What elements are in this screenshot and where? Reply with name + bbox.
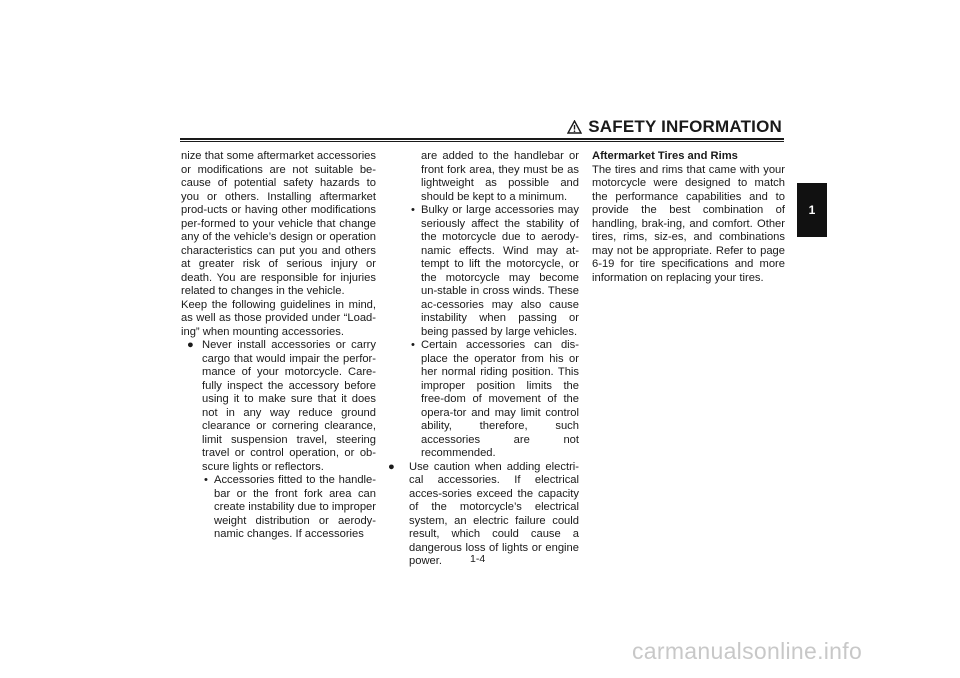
sub-list-item-text: are added to the handlebar or front fork area, they must be as lightweight as possible and should be kept to a minimum. <box>421 150 579 203</box>
bullet-icon: • <box>204 474 208 486</box>
sub-list-item <box>409 204 579 339</box>
sub-list-item-continued <box>388 150 579 204</box>
watermark: carmanualsonline.info <box>632 638 863 664</box>
bullet-icon: • <box>411 204 415 216</box>
dot-bullet-icon: ● <box>187 339 194 351</box>
paragraph: The tires and rims that came with your motorcycle were designed to match the performance capabilities and to provide the best combination of handling, brak-ing, and comfort. Other tires, rims, siz-es, and combinations may not be appropriate. Refer to page 6-19 for tire specifications and more information on replacing your tires. <box>592 163 785 284</box>
page-header <box>180 117 782 139</box>
column-1 <box>181 150 376 542</box>
paragraph: Keep the following guidelines in mind, as well as those provided under “Load-ing” when mounting accessories. <box>181 298 376 338</box>
dot-bullet-icon: ● <box>388 460 395 473</box>
header-rule <box>180 138 784 142</box>
sub-list-item <box>409 339 579 461</box>
column-3 <box>592 150 785 285</box>
sub-list-item-text: Certain accessories can dis-place the operator from his or her normal riding position. This improper position limits the free-dom of movement of the opera-tor and may limit control ability, therefore, such accessories are not recommended. <box>421 339 579 459</box>
paragraph: nize that some aftermarket accessories or modifications are not suitable be-cause of potential safety hazards to you or others. Installing aftermarket prod-ucts or having other modifications per-formed to your vehicle that change any of the vehicle’s design or operation characteristics can put you and others at greater risk of serious injury or death. You are responsible for injuries related to changes in the vehicle. <box>181 150 376 297</box>
subsection-heading: Aftermarket Tires and Rims <box>592 150 738 162</box>
sub-list-item-text: Bulky or large accessories may seriously affect the stability of the motorcycle due to aerody-namic effects. Wind may at-tempt to lift the motorcycle, or the motorcycle may become un-stable in cross winds. These ac-cessories may also cause instability when passing or being passed by large vehicles. <box>421 204 579 338</box>
bullet-icon: • <box>411 339 415 351</box>
warning-triangle-icon <box>567 119 582 139</box>
column-2 <box>388 150 579 569</box>
page-number: 1-4 <box>470 553 486 565</box>
chapter-tab[interactable]: 1 <box>797 183 827 237</box>
section-title: SAFETY INFORMATION <box>588 117 782 136</box>
list-item-text: Never install accessories or carry cargo that would impair the perfor-mance of your motorcycle. Care-fully inspect the accessory before using it to make sure that it does not in any way reduce ground clearance or cornering clearance, limit suspension travel, steering travel or control operation, or ob-scure lights or reflectors. <box>202 339 376 473</box>
sub-list-item <box>202 474 376 542</box>
list-item <box>181 339 376 474</box>
sub-list-item-text: Accessories fitted to the handle-bar or the front fork area can create instability due to improper weight distribution or aerody-namic changes. If accessories <box>214 474 376 540</box>
list-item-text: Use caution when adding electri-cal accessories. If electrical acces-sories exceed the capacity of the motorcycle’s electrical system, an electric failure could result, which could cause a dangerous loss of lights or engine power. <box>409 460 579 567</box>
